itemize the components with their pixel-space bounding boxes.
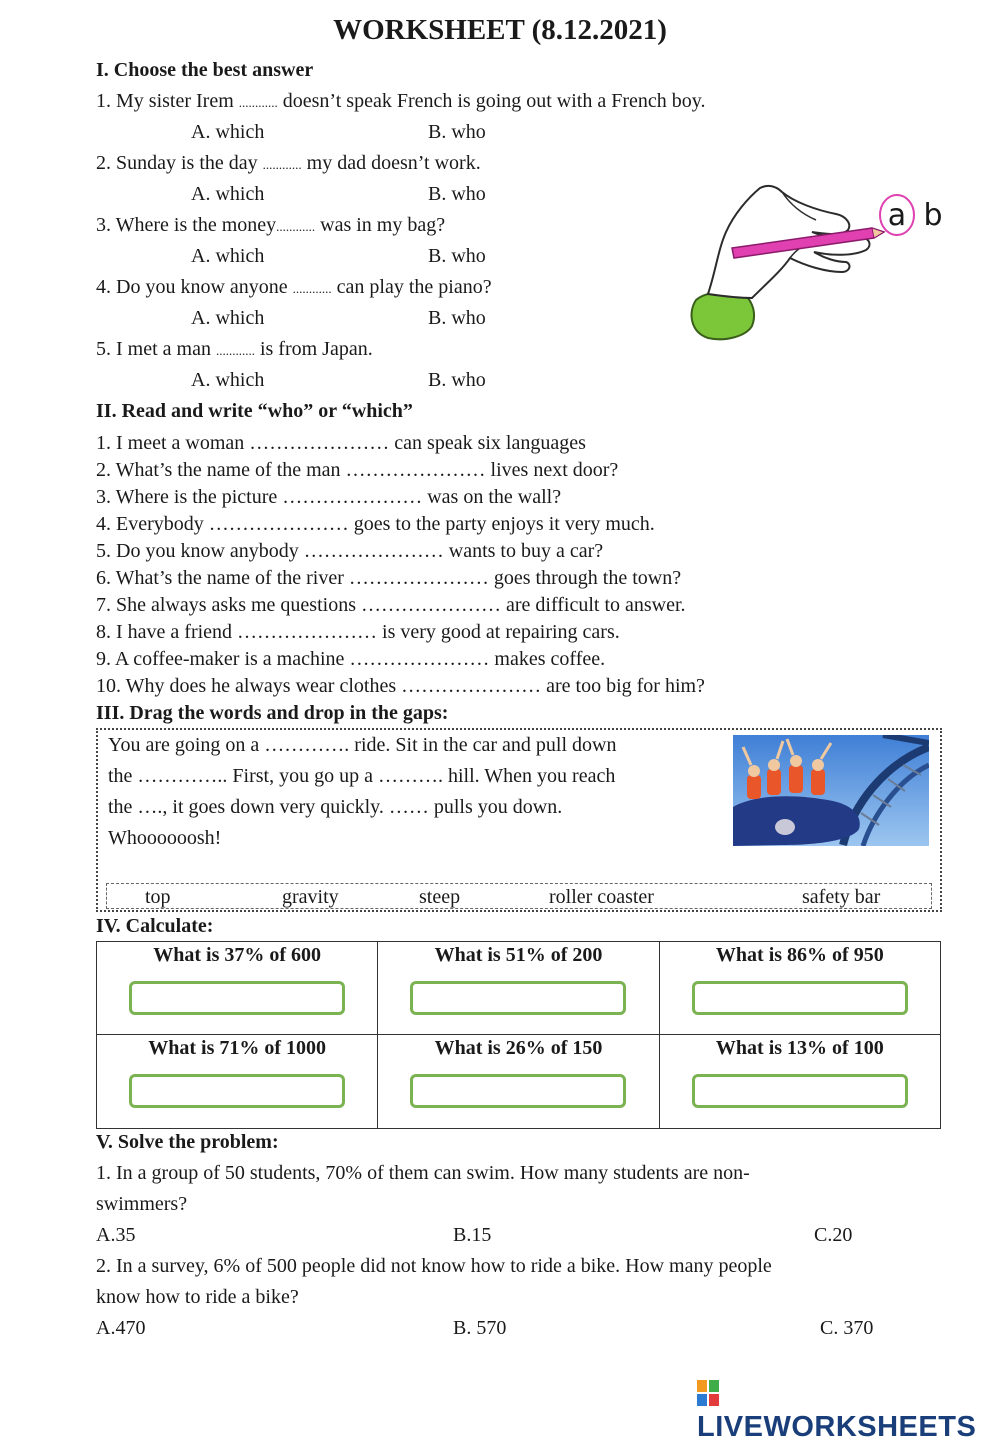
blank[interactable]: ............ — [238, 95, 278, 110]
fill-line-6[interactable]: 6. What’s the name of the river ………………… goes through the town? — [96, 567, 682, 589]
blank[interactable]: ............ — [215, 343, 255, 358]
section-3-heading: III. Drag the words and drop in the gaps: — [96, 702, 449, 724]
question-4 — [96, 276, 492, 299]
question-text: my dad doesn’t work. — [301, 152, 481, 174]
answer-input[interactable] — [129, 1074, 345, 1108]
calc-cell — [659, 942, 940, 1035]
word-chip[interactable]: top — [145, 886, 171, 908]
option-b[interactable]: B. who — [428, 121, 486, 143]
word-chip[interactable]: safety bar — [802, 886, 881, 908]
answer-input[interactable] — [129, 981, 345, 1015]
question-text: 2. Sunday is the day — [96, 152, 263, 174]
passage-line-3[interactable]: the …., it goes down very quickly. …… pulls you down. — [108, 796, 563, 818]
logo-mark-icon — [697, 1380, 719, 1406]
answer-input[interactable] — [692, 1074, 908, 1108]
question-text: 4. Do you know anyone — [96, 276, 293, 298]
answer-input[interactable] — [410, 981, 626, 1015]
fill-line-4[interactable]: 4. Everybody ………………… goes to the party enjoys it very much. — [96, 513, 655, 535]
fill-line-5[interactable]: 5. Do you know anybody ………………… wants to buy a car? — [96, 540, 604, 562]
answer-input[interactable] — [410, 1074, 626, 1108]
calc-question: What is 26% of 150 — [434, 1037, 603, 1059]
blank[interactable]: ............ — [292, 281, 332, 296]
option-a[interactable]: A. which — [191, 307, 265, 329]
problem-2-option-a[interactable]: A.470 — [96, 1317, 146, 1339]
calc-cell — [97, 1035, 378, 1129]
question-text: doesn’t speak French is going out with a French boy. — [277, 90, 706, 112]
passage-line-2[interactable]: the ………….. First, you go up a ………. hill. When you reach — [108, 765, 616, 787]
fill-line-10[interactable]: 10. Why does he always wear clothes ………………… are too big for him? — [96, 675, 705, 697]
question-text: is from Japan. — [254, 338, 373, 360]
section-5-heading: V. Solve the problem: — [96, 1131, 279, 1153]
blank[interactable]: ............ — [262, 157, 302, 172]
question-text: 3. Where is the money — [96, 214, 277, 236]
passage-line-4: Whoooooosh! — [108, 827, 222, 849]
option-b[interactable]: B. who — [428, 245, 486, 267]
problem-1-option-c[interactable]: C.20 — [814, 1224, 853, 1246]
problem-2-line-2: know how to ride a bike? — [96, 1286, 299, 1308]
fill-line-9[interactable]: 9. A coffee-maker is a machine ………………… makes coffee. — [96, 648, 606, 670]
passage-line-1[interactable]: You are going on a …………. ride. Sit in the car and pull down — [108, 734, 617, 756]
word-bank — [106, 883, 932, 909]
problem-1-line-1: 1. In a group of 50 students, 70% of them can swim. How many students are non- — [96, 1162, 750, 1184]
option-b[interactable]: B. who — [428, 183, 486, 205]
fill-line-1[interactable]: 1. I meet a woman ………………… can speak six languages — [96, 432, 586, 454]
fill-line-3[interactable]: 3. Where is the picture ………………… was on the wall? — [96, 486, 562, 508]
word-chip[interactable]: steep — [419, 886, 461, 908]
calc-question: What is 86% of 950 — [715, 944, 884, 966]
question-1 — [96, 90, 705, 113]
option-b[interactable]: B. who — [428, 369, 486, 391]
question-3 — [96, 214, 445, 237]
calc-cell — [97, 942, 378, 1035]
calc-question: What is 51% of 200 — [434, 944, 603, 966]
question-2 — [96, 152, 481, 175]
calc-question: What is 37% of 600 — [153, 944, 322, 966]
option-a[interactable]: A. which — [191, 369, 265, 391]
question-text: can play the piano? — [331, 276, 492, 298]
page-title: WORKSHEET (8.12.2021) — [333, 14, 667, 46]
calc-question: What is 13% of 100 — [715, 1037, 884, 1059]
problem-1-line-2: swimmers? — [96, 1193, 188, 1215]
word-chip[interactable]: gravity — [282, 886, 339, 908]
question-5 — [96, 338, 373, 361]
fill-line-2[interactable]: 2. What’s the name of the man ………………… lives next door? — [96, 459, 619, 481]
calculate-table — [96, 941, 941, 1129]
option-b[interactable]: B. who — [428, 307, 486, 329]
question-text: was in my bag? — [315, 214, 446, 236]
logo-text: LIVEWORKSHEETS — [697, 1411, 977, 1443]
option-a[interactable]: A. which — [191, 183, 265, 205]
problem-2-option-c[interactable]: C. 370 — [820, 1317, 874, 1339]
liveworksheets-logo — [697, 1378, 1000, 1444]
option-a[interactable]: A. which — [191, 121, 265, 143]
question-text: 5. I met a man — [96, 338, 216, 360]
letter-b: b — [923, 198, 943, 233]
section-4-heading: IV. Calculate: — [96, 915, 214, 937]
calc-cell — [378, 1035, 659, 1129]
answer-input[interactable] — [692, 981, 908, 1015]
section-2-heading: II. Read and write “who” or “which” — [96, 400, 413, 422]
problem-2-option-b[interactable]: B. 570 — [453, 1317, 507, 1339]
letter-a: a — [887, 198, 907, 233]
section-1-heading: I. Choose the best answer — [96, 59, 314, 81]
word-chip[interactable]: roller coaster — [549, 886, 654, 908]
problem-1-option-b[interactable]: B.15 — [453, 1224, 492, 1246]
hand-pencil-icon — [686, 180, 948, 342]
problem-2-line-1: 2. In a survey, 6% of 500 people did not know how to ride a bike. How many people — [96, 1255, 772, 1277]
roller-coaster-image — [733, 735, 929, 846]
calc-cell — [659, 1035, 940, 1129]
fill-line-8[interactable]: 8. I have a friend ………………… is very good at repairing cars. — [96, 621, 620, 643]
calc-cell — [378, 942, 659, 1035]
blank[interactable]: ............ — [276, 219, 316, 234]
option-a[interactable]: A. which — [191, 245, 265, 267]
problem-1-option-a[interactable]: A.35 — [96, 1224, 136, 1246]
question-text: 1. My sister Irem — [96, 90, 239, 112]
fill-line-7[interactable]: 7. She always asks me questions ………………… are difficult to answer. — [96, 594, 686, 616]
calc-question: What is 71% of 1000 — [148, 1037, 327, 1059]
